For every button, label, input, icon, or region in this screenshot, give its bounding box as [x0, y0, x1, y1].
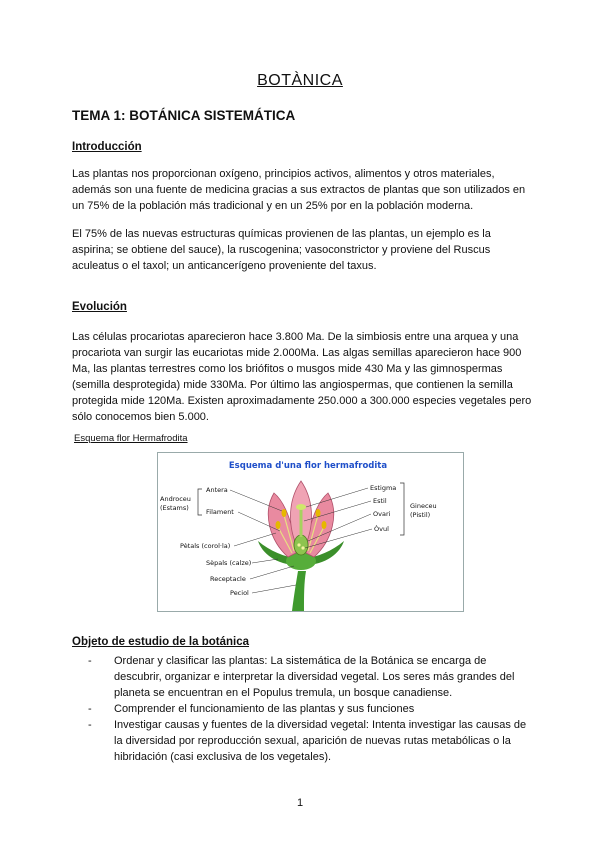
- anther-shape-3: [276, 521, 281, 529]
- introduccion-paragraph-2: El 75% de las nuevas estructuras químicas provienen de las plantas, un ejemplo es la aspirina; se obtiene del sauce), la ruscogenina; vasoconstrictor y proviene del Ruscus aculeatus o el taxol; un anticancerígeno proveniente del taxus.: [72, 228, 491, 272]
- label-receptacle: Receptacle: [210, 575, 246, 583]
- introduccion-heading: Introducción: [72, 141, 142, 153]
- list-item-text: Investigar causas y fuentes de la diversidad vegetal: Intenta investigar las causas de la diversidad por reproducción sexual, aparición de nuevas rutas metabólicas o la hibridación (casi exclusiva de los vegetales).: [114, 719, 527, 763]
- anther-shape-4: [322, 521, 327, 529]
- androceu-bracket: [198, 489, 202, 515]
- document-title: BOTÀNICA: [257, 72, 343, 89]
- figure-caption: Esquema flor Hermafrodita: [74, 433, 188, 444]
- objeto-list: [88, 653, 534, 765]
- label-petals: Pètals (corol·la): [180, 542, 231, 550]
- petals-pointer: [234, 533, 276, 546]
- ovule-shape-2: [301, 546, 304, 549]
- ovary-shape: [294, 535, 308, 555]
- objeto-heading: Objeto de estudio de la botánica: [72, 636, 249, 648]
- estigma-pointer: [306, 488, 368, 507]
- label-filament: Filament: [206, 508, 234, 516]
- label-antera: Antera: [206, 486, 228, 494]
- list-item: [88, 717, 534, 765]
- label-sepals: Sèpals (calze): [206, 559, 252, 567]
- peciol-pointer: [252, 585, 296, 593]
- label-gineceu: Gineceu: [410, 502, 437, 510]
- label-estams: (Estams): [160, 504, 189, 512]
- diagram-title: Esquema d'una flor hermafrodita: [228, 461, 388, 471]
- label-estil: Estil: [373, 497, 387, 505]
- anther-shape: [282, 509, 287, 517]
- receptacle-pointer: [250, 566, 294, 579]
- stigma-shape: [296, 504, 306, 510]
- label-pistil: (Pistil): [410, 511, 431, 519]
- list-item-text: Ordenar y clasificar las plantas: La sistemática de la Botánica se encarga de descubrir, organizar e interpretar la diversidad vegetal. Los seres más grandes del planeta se encuentran en el Populus tremula, un bosque canadiense.: [114, 655, 515, 699]
- label-estigma: Estigma: [370, 484, 397, 492]
- flower-diagram-svg: [158, 453, 463, 611]
- tema-heading: TEMA 1: BOTÁNICA SISTEMÁTICA: [72, 108, 296, 123]
- label-peciol: Peciol: [230, 589, 249, 597]
- page-number: 1: [296, 797, 304, 809]
- list-item-text: Comprender el funcionamiento de las plantas y sus funciones: [114, 703, 415, 715]
- sepals-pointer: [252, 559, 278, 563]
- gineceu-bracket: [400, 483, 404, 535]
- label-ovari: Ovari: [373, 510, 391, 518]
- label-androceu: Androceu: [160, 495, 191, 503]
- list-bullet: -: [88, 703, 92, 715]
- stem-shape: [292, 571, 306, 611]
- evolucion-paragraph: Las células procariotas aparecieron hace 3.800 Ma. De la simbiosis entre una arquea y una procariota van surgir las eucariotas mide 2.000Ma. Las algas semillas aparecieron hace 900 Ma, las plantas terrestres como los briófitos o musgos mide 430 Ma y las gimnospermas (semilla desprotegida) mide 330Ma. Por último las angiospermas, que contienen la semilla protegida mide 120Ma. Existen aproximadamente 250.000 a 300.000 especies vegetales pero sólo conocemos bien 5.000.: [72, 331, 532, 423]
- list-bullet: -: [88, 719, 92, 731]
- list-item: [88, 653, 534, 701]
- anther-shape-2: [316, 509, 321, 517]
- evolucion-heading: Evolución: [72, 301, 127, 313]
- list-item: [88, 701, 534, 717]
- style-shape: [300, 509, 303, 537]
- flower-diagram: [157, 452, 464, 612]
- introduccion-paragraph-1: Las plantas nos proporcionan oxígeno, principios activos, alimentos y otros materiales, además son una fuente de medicina gracias a sus extractos de plantas que son utilizados en un 75% de la población más tradicional y en un 25% por en la población moderna.: [72, 168, 526, 212]
- label-ovul: Òvul: [374, 525, 389, 533]
- list-bullet: -: [88, 655, 92, 667]
- ovule-shape: [297, 543, 300, 546]
- estil-pointer: [304, 501, 371, 521]
